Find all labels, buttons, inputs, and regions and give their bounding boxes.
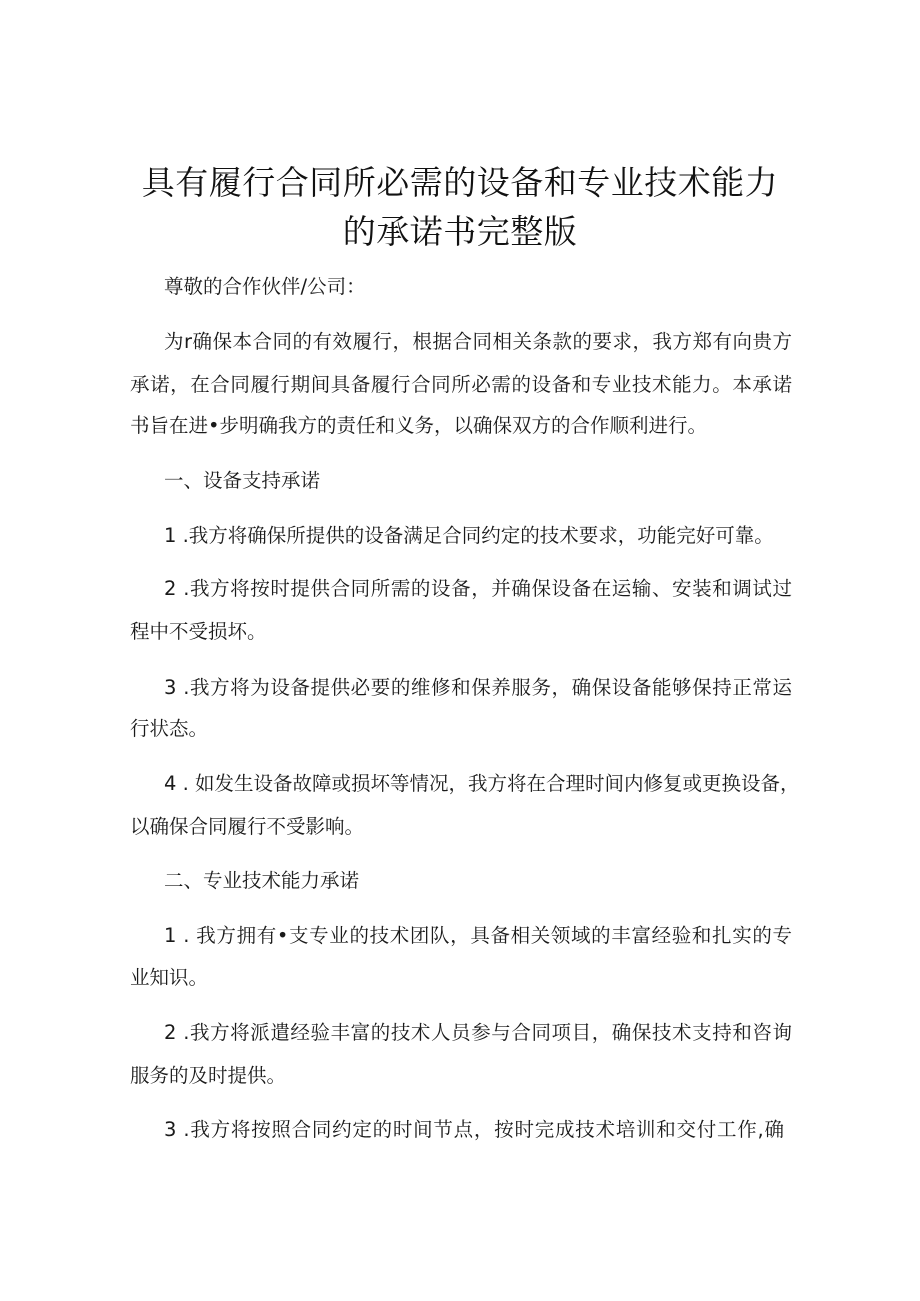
intro-line: 书旨在进•步明确我方的责任和义务，以确保双方的合作顺利进行。 [130,414,708,437]
list-item: 4 . 如发生设备故障或损坏等情况，我方将在合理时间内修复或更换设备， [164,772,800,795]
list-item: 1 . 我方拥有•支专业的技术团队，具备相关领域的丰富经验和扎实的专 [164,924,792,947]
list-item: 3 .我方将按照合同约定的时间节点，按时完成技术培训和交付工作,确 [164,1118,784,1141]
list-item: 3 .我方将为设备提供必要的维修和保养服务，确保设备能够保持正常运 [164,676,792,699]
section-2-heading: 二、专业技术能力承诺 [164,869,360,892]
intro-line: 为r确保本合同的有效履行，根据合同相关条款的要求，我方郑有向贵方 [164,330,792,353]
list-item-continuation: 程中不受损坏。 [130,620,267,643]
list-item-continuation: 行状态。 [130,717,209,740]
document-title-line-1: 具有履行合同所必需的设备和专业技术能力 [141,163,779,202]
list-item: 2 .我方将派遣经验丰富的技术人员参与合同项目，确保技术支持和咨询 [164,1021,792,1044]
intro-line: 承诺，在合同履行期间具备履行合同所必需的设备和专业技术能力。本承诺 [130,373,792,396]
list-item: 1 .我方将确保所提供的设备满足合同约定的技术要求，功能完好可靠。 [164,524,774,547]
list-item-continuation: 服务的及时提供。 [130,1064,287,1087]
list-item: 2 .我方将按时提供合同所需的设备，并确保设备在运输、安装和调试过 [164,577,792,600]
document-title-line-2: 的承诺书完整版 [342,212,578,251]
salutation: 尊敬的合作伙伴/公司： [164,275,366,298]
list-item-continuation: 业知识。 [130,966,209,989]
section-1-heading: 一、设备支持承诺 [164,469,321,492]
list-item-continuation: 以确保合同履行不受影响。 [130,815,365,838]
